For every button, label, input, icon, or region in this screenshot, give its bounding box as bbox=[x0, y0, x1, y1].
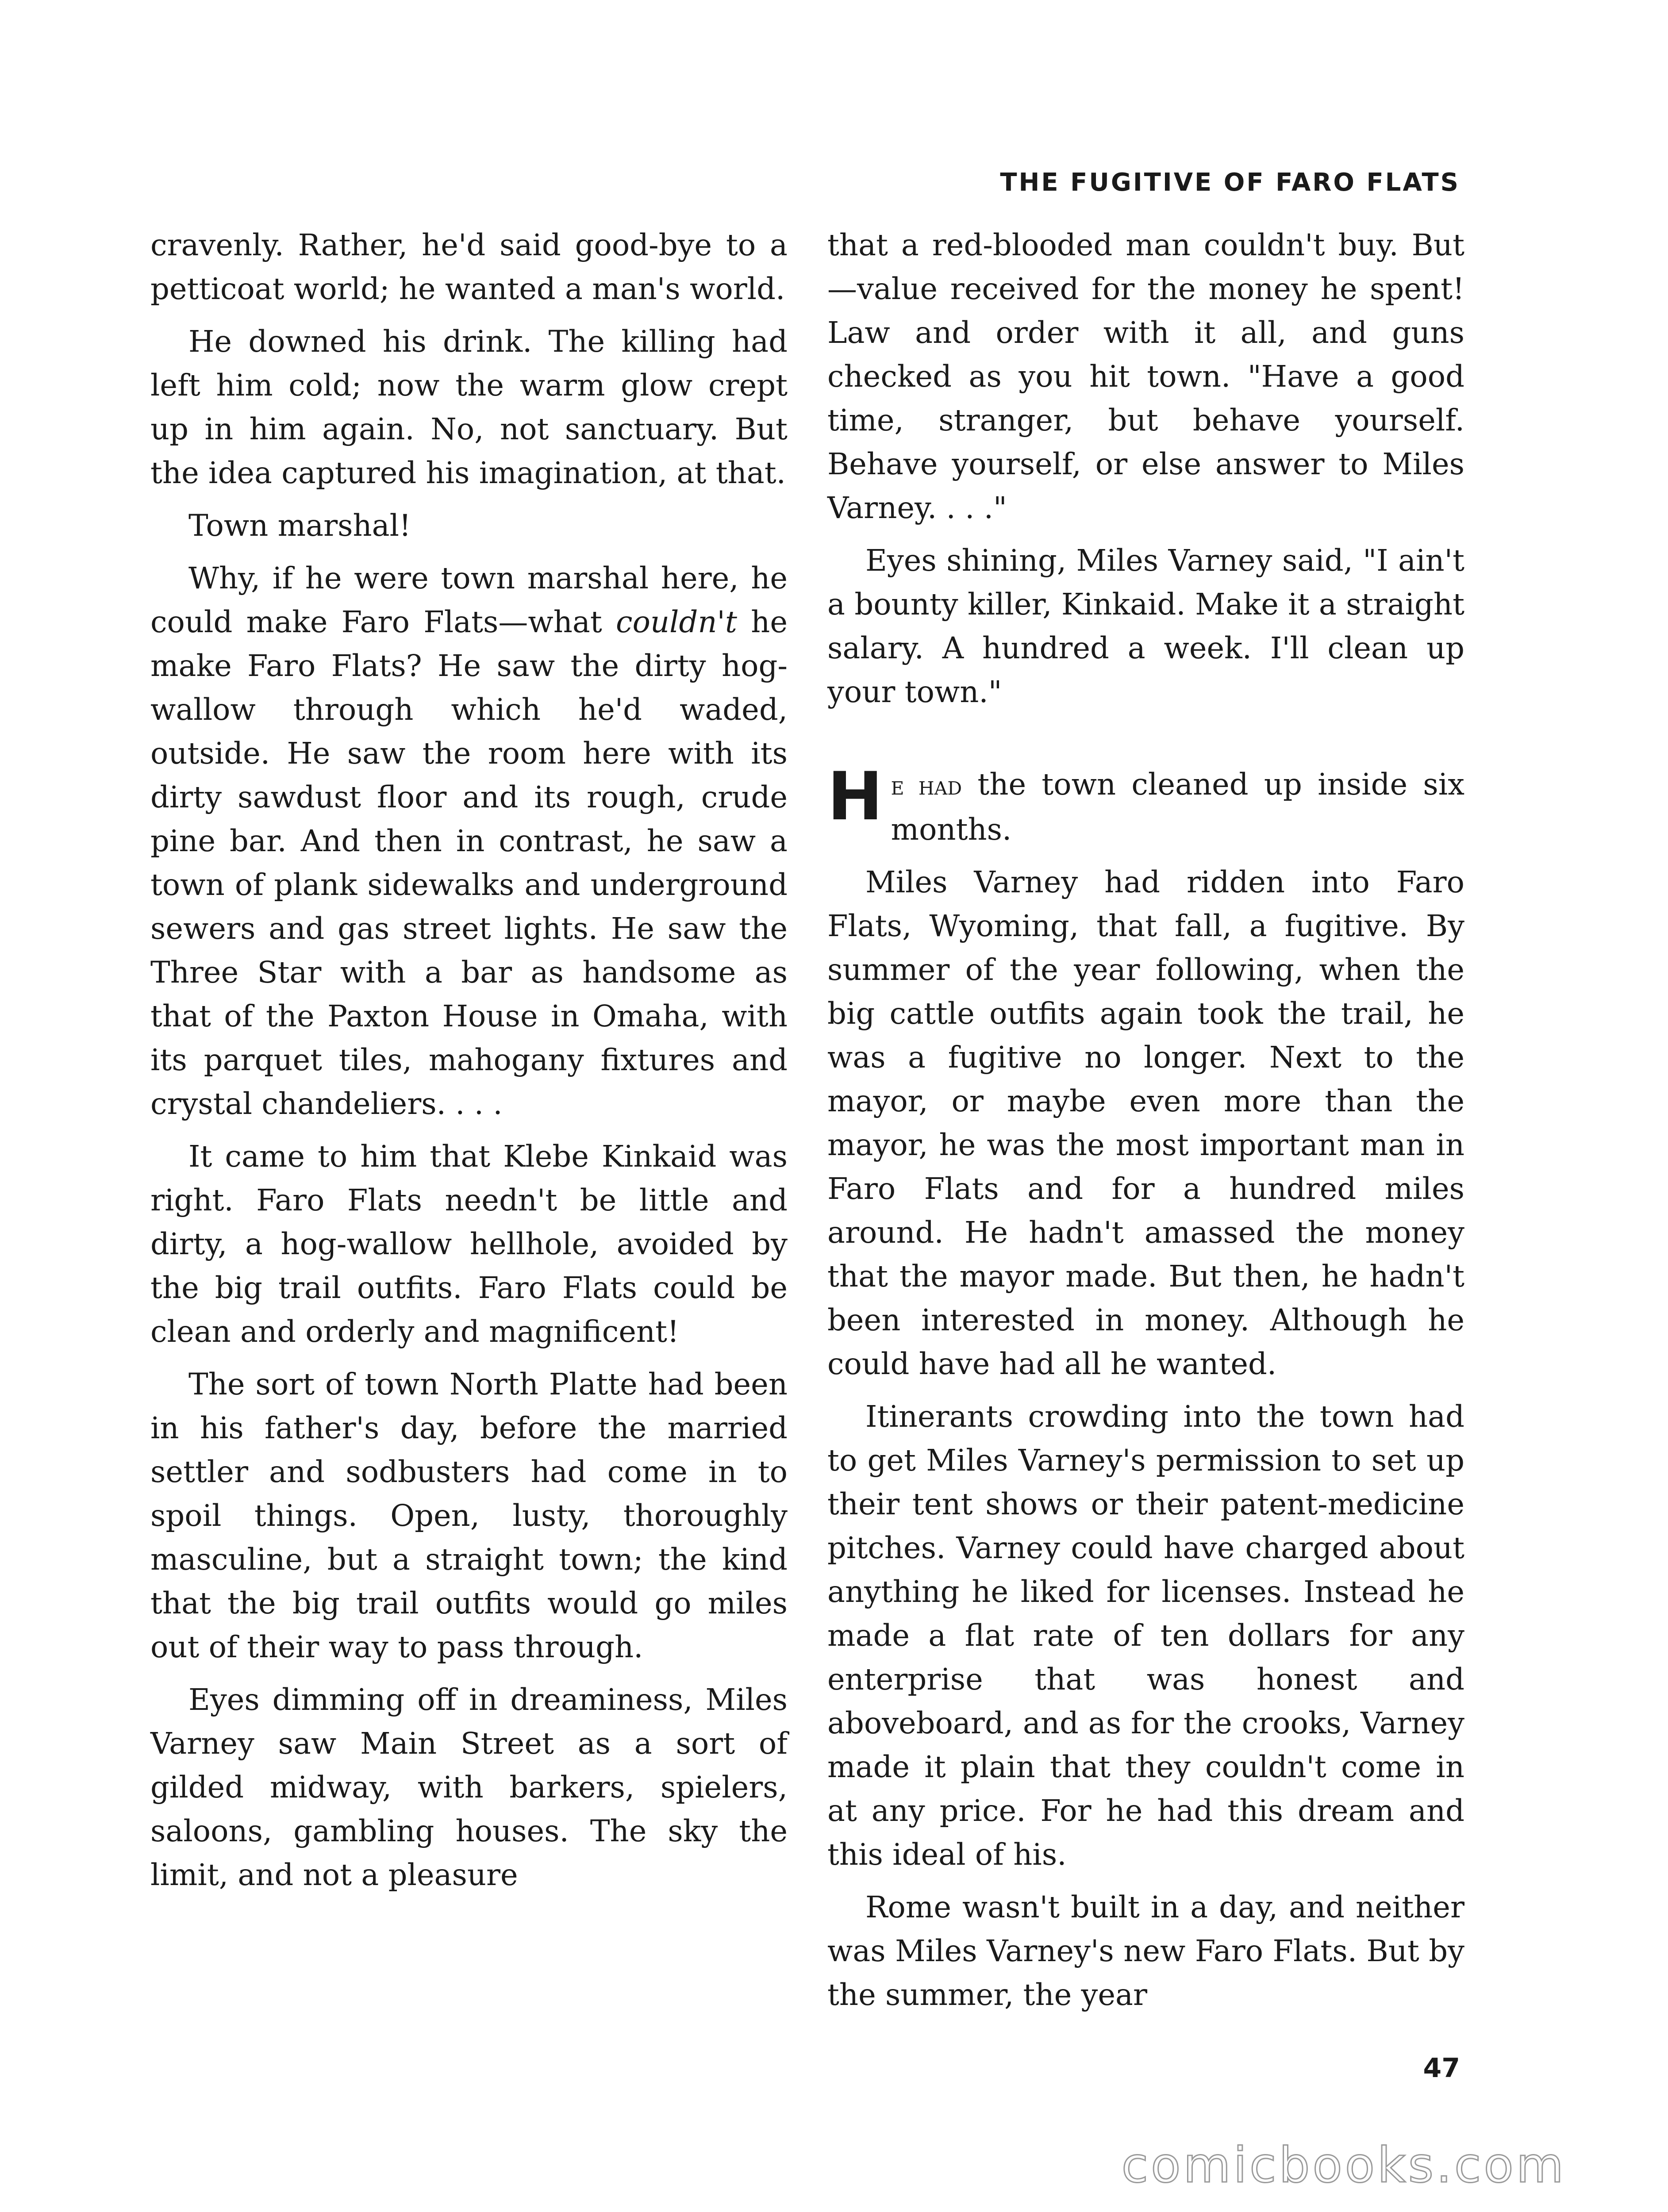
text-run: Why, if he were town marshal here, he could make Faro Flats—what bbox=[150, 561, 788, 639]
paragraph: cravenly. Rather, he'd said good-bye to a petticoat world; he wanted a man's world. bbox=[150, 228, 788, 306]
drop-cap: H bbox=[827, 758, 883, 835]
section-opening-paragraph bbox=[827, 758, 1465, 852]
paragraph: It came to him that Klebe Kinkaid was right. Faro Flats needn't be little and dirty, a hog-wallow hellhole, avoided by the big trail outfits. Faro Flats could be clean and orderly and magnificent! bbox=[150, 1139, 788, 1349]
page-number: 47 bbox=[1423, 2053, 1460, 2084]
running-title: THE FUGITIVE OF FARO FLATS bbox=[1000, 168, 1460, 197]
text-run: the town cleaned up inside six months. bbox=[891, 767, 1465, 847]
small-caps-lead: e had bbox=[891, 771, 962, 801]
paragraph: Rome wasn't built in a day, and neither was Miles Varney's new Faro Flats. But by the summer, the year bbox=[827, 1890, 1464, 2012]
paragraph: The sort of town North Platte had been in his father's day, before the married settler and sodbusters had come in to spoil things. Open, lusty, thoroughly masculine, but a straight town; the kind that the big trail outfits would go miles out of their way to pass through. bbox=[150, 1367, 788, 1664]
paragraph: Town marshal! bbox=[188, 508, 411, 543]
paragraph: Miles Varney had ridden into Faro Flats, Wyoming, that fall, a fugitive. By summer of the year following, when the big cattle outfits again took the trail, he was a fugitive no longer. Next to the mayor, or maybe even more than the mayor, he was the most important man in Faro Flats and for a hundred miles around. He hadn't amassed the money that the mayor made. But then, he hadn't been interested in money. Although he could have had all he wanted. bbox=[827, 865, 1464, 1381]
paragraph: He downed his drink. The killing had left him cold; now the warm glow crept up in him again. No, not sanctuary. But the idea captured his imagination, at that. bbox=[150, 324, 788, 490]
paragraph: that a red-blooded man couldn't buy. But—value received for the money he spent! Law and order with it all, and guns checked as you hit town. "Have a good time, stranger, but behave yourself. Behave yourself, or else answer to Miles Varney. . . ." bbox=[827, 228, 1464, 525]
watermark: comicbooks.com bbox=[1121, 2137, 1566, 2193]
paragraph: Itinerants crowding into the town had to get Miles Varney's permission to set up their tent shows or their patent-medicine pitches. Varney could have charged about anything he liked for licenses. Instead he made a flat rate of ten dollars for any enterprise that was honest and aboveboard, and as for the crooks, Varney made it plain that they couldn't come in at any price. For he had this dream and this ideal of his. bbox=[827, 1399, 1464, 1872]
right-column bbox=[827, 223, 1464, 2026]
paragraph bbox=[150, 557, 788, 1126]
text-run: he make Faro Flats? He saw the dirty hog-wallow through which he'd waded, outside. He saw the room here with its dirty sawdust floor and its rough, crude pine bar. And then in contrast, he saw a town of plank sidewalks and underground sewers and gas street lights. He saw the Three Star with a bar as handsome as that of the Paxton House in Omaha, with its parquet tiles, mahogany fixtures and crystal chandeliers. . . . bbox=[150, 605, 788, 1121]
paragraph: Eyes dimming off in dreaminess, Miles Varney saw Main Street as a sort of gilded midway, with barkers, spielers, saloons, gambling houses. The sky the limit, and not a pleasure bbox=[150, 1682, 788, 1892]
emphasis-text: couldn't bbox=[616, 605, 737, 639]
left-column bbox=[150, 223, 788, 1906]
paragraph: Eyes shining, Miles Varney said, "I ain't a bounty killer, Kinkaid. Make it a straight salary. A hundred a week. I'll clean up your town." bbox=[827, 543, 1464, 709]
